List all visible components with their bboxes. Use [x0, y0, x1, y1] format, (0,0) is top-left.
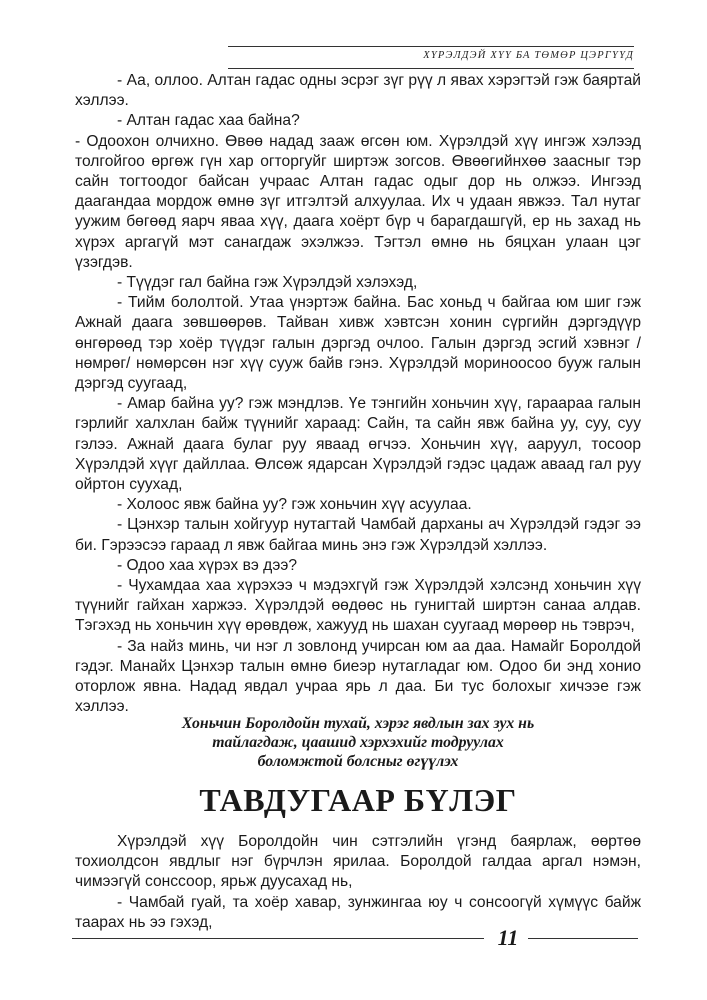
header-rule-top [228, 46, 634, 47]
paragraph: - Чухамдаа хаа хүрэхээ ч мэдэхгүй гэж Хүрэлдэй хэлсэнд хоньчин хүү түүнийг гайхан харжээ. Хүрэлдэй өөдөөс нь гунигтай ширтэн санаа алдав. Тэгэхэд нь хоньчин хүү өрөвдөж, хажууд нь шахан суугаад мөрөөр нь тэврэч, [75, 577, 641, 635]
paragraph: - За найз минь, чи нэг л зовлонд учирсан юм аа даа. Намайг Боролдой гэдэг. Манайх Цэнхэр талын өмнө биеэр нутагладаг юм. Одоо би энд хонио оторлож явна. Надад явдал учраа ярь л даа. Би тус болохыг хичээе гэж хэллээ. [75, 637, 641, 716]
body-text-top [75, 71, 641, 718]
footer-rule-right [528, 938, 638, 939]
header-rule-bottom [228, 68, 634, 69]
chapter-summary-line: тайлагдаж, цаашид хэрхэхийг тодруулах [212, 734, 504, 751]
chapter-summary-line: Хоньчин Боролдойн тухай, хэрэг явдлын зах зух нь [181, 715, 535, 732]
paragraph: - Түүдэг гал байна гэж Хүрэлдэй хэлэхэд, [117, 274, 418, 292]
footer-rule-left [72, 938, 484, 939]
paragraph: - Одоо хаа хүрэх вэ дээ? [117, 556, 297, 574]
paragraph: - Алтан гадас хаа байна? [117, 112, 300, 130]
paragraph: - Цэнхэр талын хойгуур нутагтай Чамбай дарханы ач Хүрэлдэй гэдэг ээ би. Гэрээсээ гараад л явж байгаа минь энэ гэж Хүрэлдэй хэллээ. [75, 516, 641, 554]
running-title: ХҮРЭЛДЭЙ ХҮҮ БА ТӨМӨР ЦЭРГҮҮД [423, 50, 634, 61]
paragraph: - Холоос явж байна уу? гэж хоньчин хүү асуулаа. [117, 496, 472, 514]
paragraph: Хүрэлдэй хүү Боролдойн чин сэтгэлийн үгэнд баярлаж, өөртөө тохиолдсон явдлыг нэг бүрчлэн ярилаа. Боролдой галдаа аргал нэмэн, чимээгүй сонссоор, ярьж дуусахад нь, [75, 833, 641, 891]
chapter-title: ТАВДУГААР БҮЛЭГ [199, 782, 517, 818]
body-text-bottom [75, 832, 641, 933]
chapter-summary-line: боломжтой болсныг өгүүлэх [257, 753, 459, 770]
running-header [228, 46, 634, 72]
paragraph: - Одоохон олчихно. Өвөө надад зааж өгсөн юм. Хүрэлдэй хүү ингэж хэлээд толгойгоо өргөж гүн хар огторгуйг ширтэж зогсов. Өвөөгийнхөө заасныг тэр сайн тогтоодог байсан учраас Алтан гадас одыг дор нь олжээ. Ингээд даагандаа мордож өмнө зүг итгэлтэй алхуулаа. Их ч удаан явжээ. Тал нутаг уужим бөгөөд яарч яваа хүү, даага хоёрт бүр ч барагдашгүй, ер нь захад нь хүрэх аргагүй мэт санагдаж эхэлжээ. Тэгтэл өмнө нь бяцхан улаан цэг үзэгдэв. [75, 132, 641, 271]
page-number: 11 [497, 925, 519, 950]
paragraph: - Тийм бололтой. Утаа үнэртэж байна. Бас хоньд ч байгаа юм шиг гэж Ажнай даага зөвшөөрөв. Тайван хивж хэвтсэн хонин сүргийн дэргэдүүр өнгөрөөд тэр хоёр түүдэг галын дэргэд очлоо. Галын дэргэд эсгий хэвнэг /нөмрөг/ нөмөрсөн нэг хүү сууж байв гэнэ. Хүрэлдэй мориноосоо бууж галын дэргэд суугаад, [75, 294, 641, 393]
paragraph: - Чамбай гуай, та хоёр хавар, зунжингаа юу ч сонсоогүй хүмүүс байж таарах нь ээ гэхэд, [75, 893, 641, 931]
paragraph: - Аа, оллоо. Алтан гадас одны эсрэг зүг рүү л явах хэрэгтэй гэж баяртай хэллээ. [75, 72, 641, 110]
paragraph: - Амар байна уу? гэж мэндлэв. Үе тэнгийн хоньчин хүү, гараараа галын гэрлийг халхлан байж түүнийг хараад: Сайн, та сайн явж байна уу, суу, суу гэлээ. Ажнай даага булаг руу яваад өгчээ. Хоньчин хүү, ааруул, тосоор Хүрэлдэй хүүг дайллаа. Өлсөж ядарсан Хүрэлдэй гэдэс цадаж аваад гал руу ойртон суухад, [75, 395, 641, 494]
page-footer [72, 926, 638, 950]
chapter-summary [75, 714, 641, 771]
